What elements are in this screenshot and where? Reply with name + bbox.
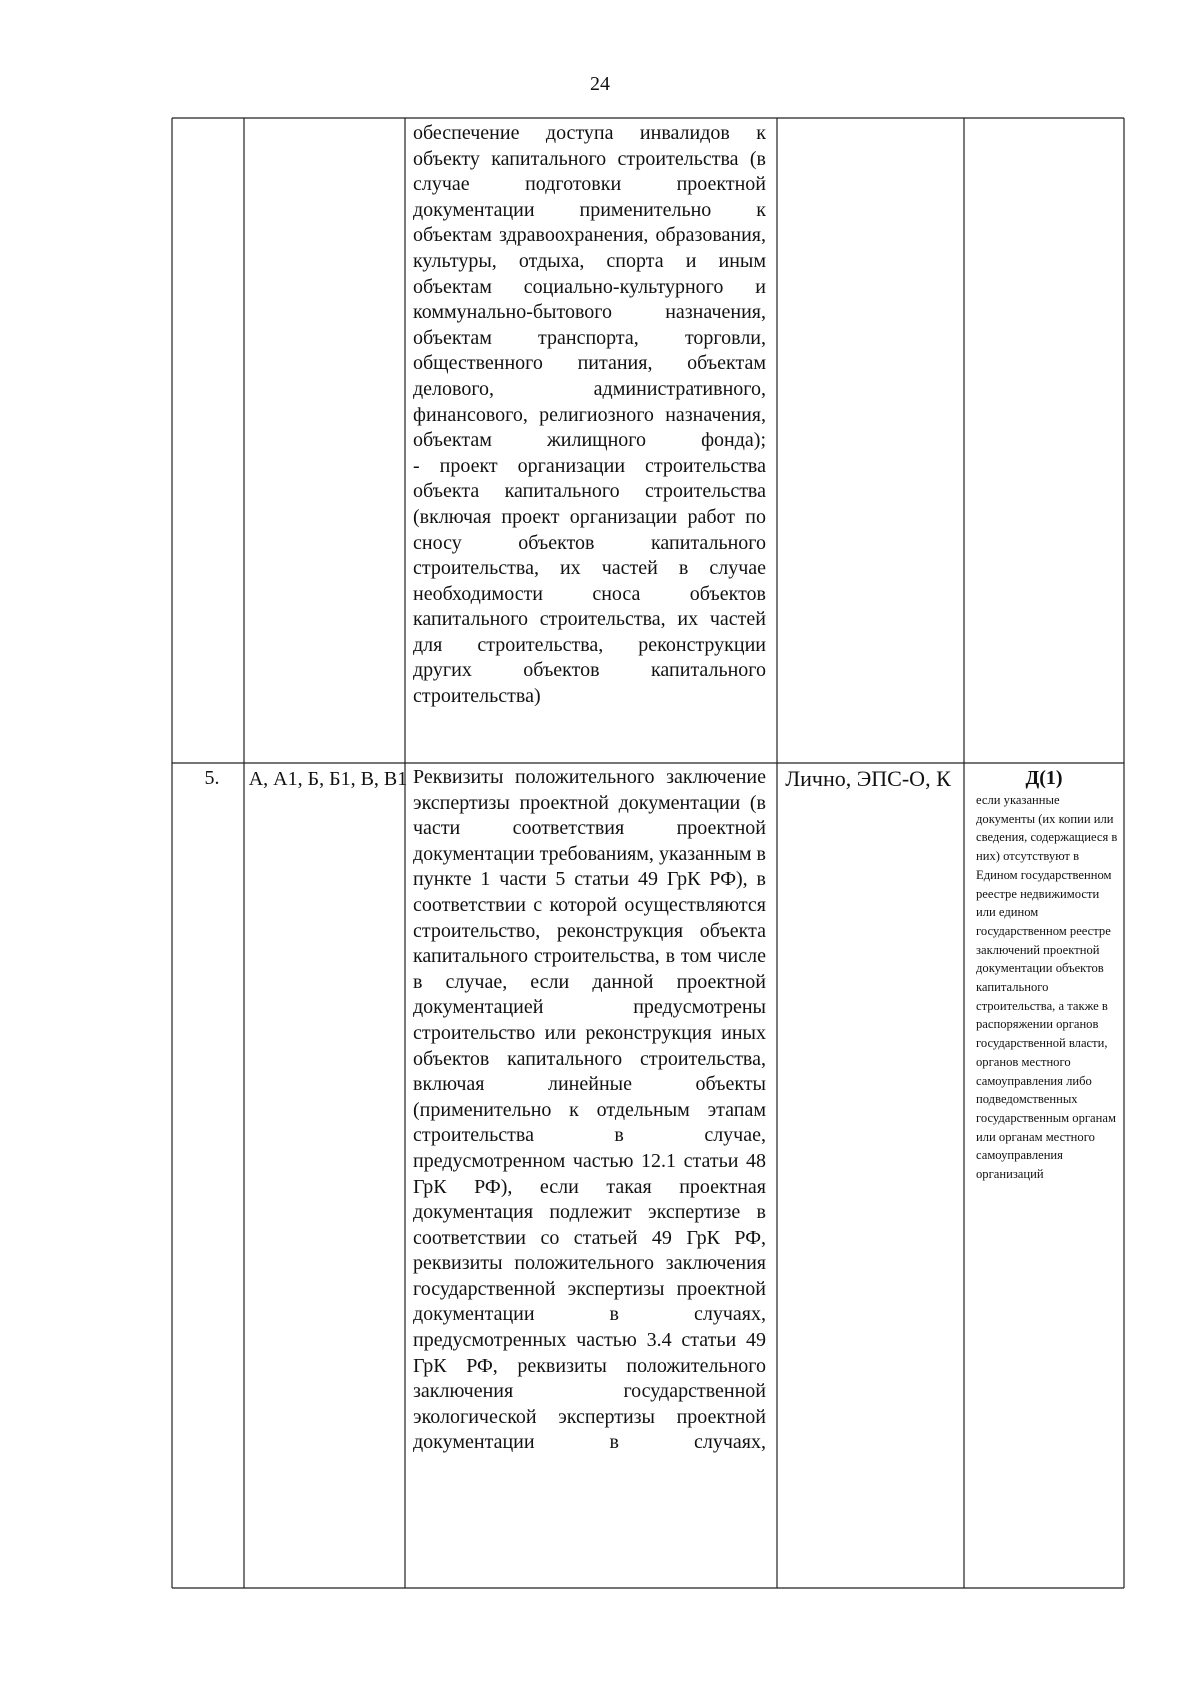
row-5-note-code: Д(1) [1025, 767, 1063, 789]
row-5-number: 5. [204, 767, 220, 789]
page-number: 24 [590, 73, 610, 95]
row-5-categories: А, А1, Б, Б1, В, В1 [248, 768, 408, 790]
row-5-note-cell [965, 765, 1120, 1184]
row-5-method: Лично, ЭПС-О, К [785, 766, 951, 791]
row-5-note-text: если указанные документы (их копии или сведения, содержащиеся в них) отсутствуют в Едином государственном реестре недвижимости или едином государственном реестре заключений проектной документации объектов капитального строительства, а также в распоряжении органов государственной власти, органов местного самоуправления либо подведомственных государственным органам или органам местного самоуправления организаций [976, 793, 1118, 1182]
row-cont-requirement-text: обеспечение доступа инвалидов к объекту капитального строительства (в случае подготовки проектной документации применительно к объектам здравоохранения, образования, культуры, отдыха, спорта и иным объектам социально-культурного и коммунально-бытового назначения, объектам транспорта, торговли, общественного питания, объектам делового, административного, финансового, религиозного назначения, объектам жилищного фонда); - проект организации строительства объекта капитального строительства (включая проект организации работ по сносу объектов капитального строительства, их частей в случае необходимости сноса объектов капитального строительства, их частей для строительства, реконструкции других объектов капитального строительства) [413, 122, 766, 708]
row-5-requirement-text: Реквизиты положительного заключение экспертизы проектной документации (в части соответствия проектной документации требованиям, указанным в пункте 1 части 5 статьи 49 ГрК РФ), в соответствии с которой осуществляются строительство, реконструкция объекта капитального строительства, в том числе в случае, если данной проектной документацией предусмотрены строительство или реконструкция иных объектов капитального строительства, включая линейные объекты (применительно к отдельным этапам строительства в случае, предусмотренном частью 12.1 статьи 48 ГрК РФ), если такая проектная документация подлежит экспертизе в соответствии со статьей 49 ГрК РФ, реквизиты положительного заключения государственной экспертизы проектной документации в случаях, предусмотренных частью 3.4 статьи 49 ГрК РФ, реквизиты положительного заключения государственной экологической экспертизы проектной документации в случаях, [413, 766, 766, 1454]
